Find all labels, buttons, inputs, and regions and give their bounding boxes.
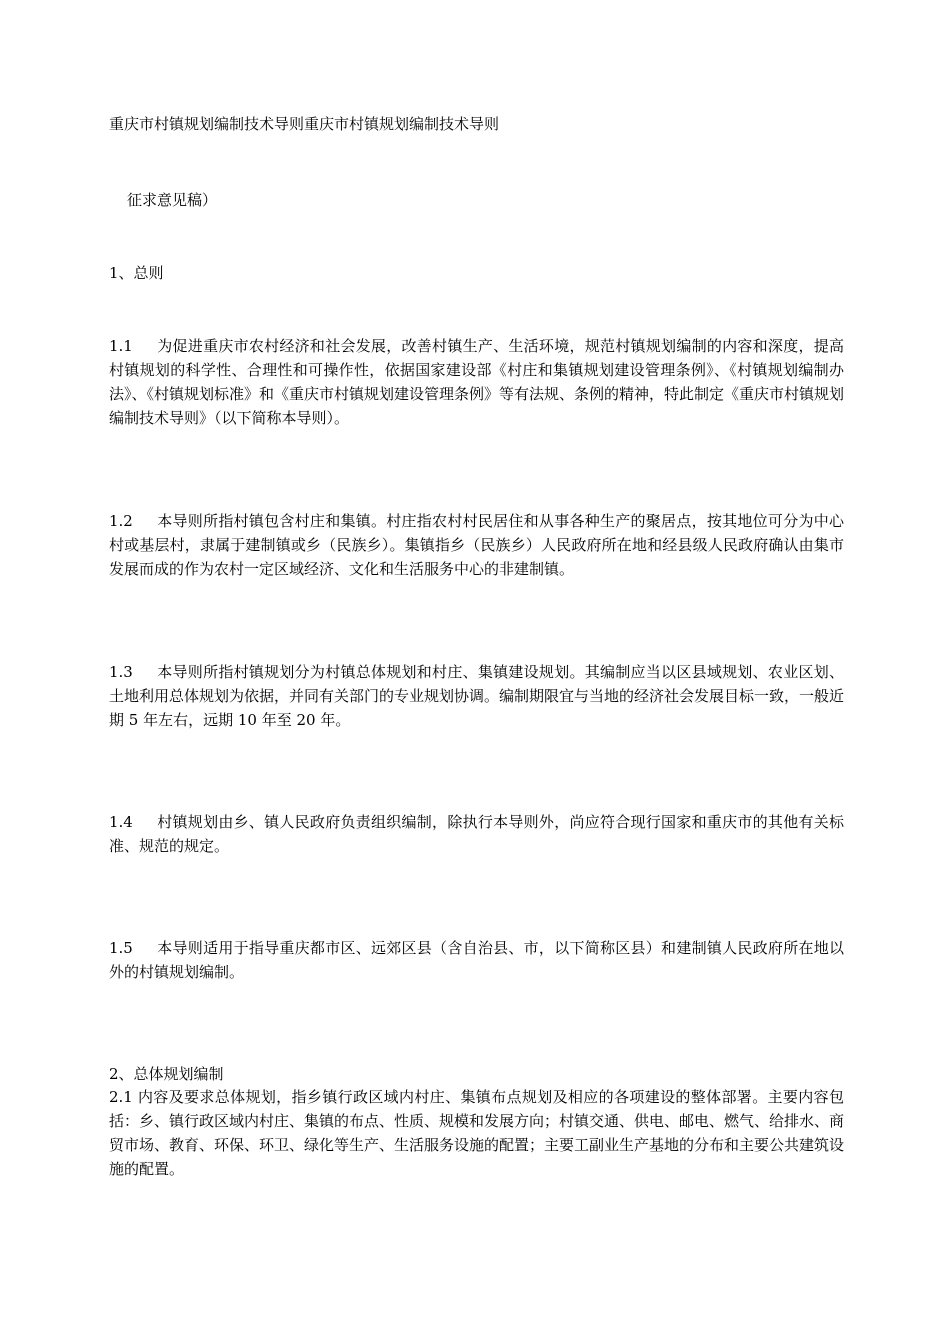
paragraph-text: 本导则所指村镇包含村庄和集镇。村庄指农村村民居住和从事各种生产的聚居点，按其地位可分为中心村或基层村，隶属于建制镇或乡（民族乡）。集镇指乡（民族乡）人民政府所在地和经县级人民政府确认由集市发展而成的作为农村一定区域经济、文化和生活服务中心的非建制镇。 bbox=[109, 512, 844, 578]
paragraph-number: 1.1 bbox=[109, 337, 133, 355]
paragraph-text: 本导则适用于指导重庆都市区、远郊区县（含自治县、市，以下简称区县）和建制镇人民政府所在地以外的村镇规划编制。 bbox=[109, 939, 844, 981]
document-title: 重庆市村镇规划编制技术导则重庆市村镇规划编制技术导则 bbox=[109, 115, 500, 133]
paragraph-1-4 bbox=[109, 810, 844, 858]
paragraph-number: 1.5 bbox=[109, 939, 133, 957]
paragraph-2-1 bbox=[109, 1085, 844, 1181]
paragraph-1-1 bbox=[109, 334, 844, 430]
paragraph-number: 1.3 bbox=[109, 663, 133, 681]
section-heading-2: 2、总体规划编制 bbox=[109, 1065, 224, 1083]
paragraph-1-5 bbox=[109, 936, 844, 984]
paragraph-number: 1.2 bbox=[109, 512, 133, 530]
paragraph-1-2 bbox=[109, 509, 844, 581]
paragraph-number: 1.4 bbox=[109, 813, 133, 831]
paragraph-text: 本导则所指村镇规划分为村镇总体规划和村庄、集镇建设规划。其编制应当以区县域规划、农业区划、土地利用总体规划为依据，并同有关部门的专业规划协调。编制期限宜与当地的经济社会发展目标一致，一般近期 5 年左右，远期 10 年至 20 年。 bbox=[109, 663, 845, 729]
section-heading-1: 1、总则 bbox=[109, 264, 164, 282]
paragraph-number: 2.1 bbox=[109, 1088, 133, 1106]
document-subtitle: 征求意见稿） bbox=[127, 191, 218, 209]
paragraph-text: 为促进重庆市农村经济和社会发展，改善村镇生产、生活环境，规范村镇规划编制的内容和深度，提高村镇规划的科学性、合理性和可操作性，依据国家建设部《村庄和集镇规划建设管理条例》、《村镇规划编制办法》、《村镇规划标准》和《重庆市村镇规划建设管理条例》等有法规、条例的精神，特此制定《重庆市村镇规划编制技术导则》（以下简称本导则）。 bbox=[109, 337, 845, 427]
paragraph-1-3 bbox=[109, 660, 844, 732]
paragraph-text: 村镇规划由乡、镇人民政府负责组织编制，除执行本导则外，尚应符合现行国家和重庆市的其他有关标准、规范的规定。 bbox=[109, 813, 844, 855]
paragraph-text: 内容及要求总体规划，指乡镇行政区域内村庄、集镇布点规划及相应的各项建设的整体部署。主要内容包括：乡、镇行政区域内村庄、集镇的布点、性质、规模和发展方向；村镇交通、供电、邮电、燃气、给排水、商贸市场、教育、环保、环卫、绿化等生产、生活服务设施的配置；主要工副业生产基地的分布和主要公共建筑设施的配置。 bbox=[109, 1088, 845, 1178]
